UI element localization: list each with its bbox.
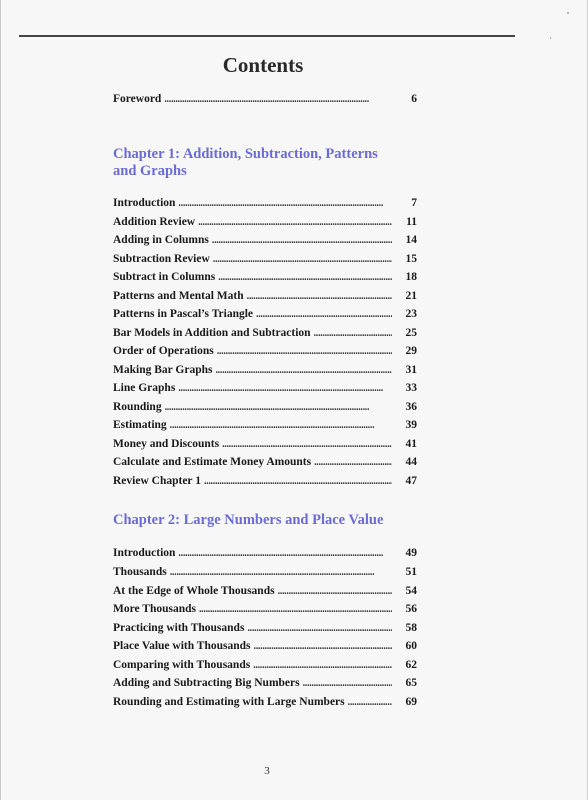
dot-leader xyxy=(178,382,392,394)
toc-entry-page: 47 xyxy=(405,474,417,487)
dot-leader xyxy=(247,290,392,302)
toc-entry-label: Adding and Subtracting Big Numbers xyxy=(113,677,300,689)
toc-entry-page: 6 xyxy=(411,93,417,105)
toc-entry-foreword xyxy=(113,93,417,105)
toc-entry xyxy=(113,603,417,615)
toc-entry-page: 23 xyxy=(405,308,417,320)
dot-leader xyxy=(253,659,392,671)
dot-leader xyxy=(247,622,392,634)
toc-entry xyxy=(113,364,417,376)
dot-leader xyxy=(222,438,392,450)
toc-entry-page: 54 xyxy=(405,584,417,597)
toc-entry xyxy=(113,696,417,708)
toc-entry xyxy=(113,475,417,487)
toc-entry-label: Subtract in Columns xyxy=(113,271,216,283)
toc-entry-label: Review Chapter 1 xyxy=(113,474,201,487)
dot-leader xyxy=(170,419,392,431)
toc-entry xyxy=(113,234,417,246)
toc-entry xyxy=(113,345,417,357)
toc-entry-page: 69 xyxy=(405,695,417,708)
dot-leader xyxy=(303,677,392,689)
toc-entry-page: 58 xyxy=(405,621,417,634)
toc-entry xyxy=(113,401,417,413)
toc-entry xyxy=(113,382,417,394)
toc-entry-page: 41 xyxy=(405,437,417,450)
toc-entry-page: 65 xyxy=(405,677,417,689)
toc-entry-page: 21 xyxy=(405,289,417,302)
toc-entry-page: 39 xyxy=(405,419,417,431)
toc-entry xyxy=(113,271,417,283)
dot-leader xyxy=(256,308,392,320)
toc-entry-label: Patterns in Pascal’s Triangle xyxy=(113,308,254,320)
toc-entry-label: Money and Discounts xyxy=(113,437,220,450)
dot-leader xyxy=(314,456,392,468)
chapter-heading-line: and Graphs xyxy=(113,163,187,179)
toc-entry-page: 7 xyxy=(411,197,417,209)
toc-entry xyxy=(113,327,417,339)
toc-entry-label: Thousands xyxy=(113,566,167,578)
toc-entry xyxy=(113,438,417,450)
toc-entry-page: 36 xyxy=(405,400,417,413)
toc-entry xyxy=(113,456,417,468)
dot-leader xyxy=(213,253,392,265)
chapter-1-heading xyxy=(113,146,413,180)
dot-leader xyxy=(178,197,392,209)
toc-entry-label: Bar Models in Addition and Subtraction xyxy=(113,326,311,339)
toc-entry-label: Addition Review xyxy=(113,215,196,228)
toc-entry-page: 11 xyxy=(406,215,417,228)
toc-entry-page: 15 xyxy=(405,252,417,265)
toc-entry-page: 25 xyxy=(405,326,417,339)
toc-entry-label: More Thousands xyxy=(113,603,196,615)
toc-entry-label: Rounding xyxy=(113,400,162,413)
toc-entry-label: Introduction xyxy=(113,197,176,209)
dot-leader xyxy=(217,345,392,357)
chapter-2-heading xyxy=(113,512,413,529)
toc-entry-page: 33 xyxy=(405,382,417,394)
dot-leader xyxy=(165,401,392,413)
dot-leader xyxy=(164,93,392,105)
toc-entry-label: Estimating xyxy=(113,419,167,431)
scan-speck xyxy=(550,37,551,39)
toc-entry-label: Place Value with Thousands xyxy=(113,640,251,652)
toc-entry-label: Practicing with Thousands xyxy=(113,621,245,634)
toc-entry-page: 14 xyxy=(405,234,417,246)
toc-entry-label: Order of Operations xyxy=(113,345,214,357)
toc-entry-label: Adding in Columns xyxy=(113,234,209,246)
toc-entry xyxy=(113,566,417,578)
toc-entry-page: 60 xyxy=(405,640,417,652)
toc-entry xyxy=(113,290,417,302)
toc-entry xyxy=(113,253,417,265)
toc-entry-label: Making Bar Graphs xyxy=(113,363,213,376)
toc-entry xyxy=(113,547,417,559)
toc-entry-label: Calculate and Estimate Money Amounts xyxy=(113,456,312,468)
toc-entry xyxy=(113,308,417,320)
dot-leader xyxy=(348,696,392,708)
toc-entry-label: Foreword xyxy=(113,93,162,105)
dot-leader xyxy=(314,327,392,339)
page-title: Contents xyxy=(222,53,304,77)
toc-entry xyxy=(113,419,417,431)
dot-leader xyxy=(198,216,392,228)
toc-entry-label: Line Graphs xyxy=(113,382,176,394)
toc-entry xyxy=(113,640,417,652)
dot-leader xyxy=(199,603,392,615)
dot-leader xyxy=(215,364,392,376)
toc-entry-label: Subtraction Review xyxy=(113,252,210,265)
toc-entry-page: 56 xyxy=(405,603,417,615)
toc-entry xyxy=(113,197,417,209)
toc-entry-label: At the Edge of Whole Thousands xyxy=(113,584,275,597)
chapter-heading-line: Chapter 1: Addition, Subtraction, Patterns xyxy=(113,146,378,162)
toc-entry-page: 18 xyxy=(405,271,417,283)
toc-entry xyxy=(113,677,417,689)
toc-entry-label: Introduction xyxy=(113,547,176,559)
toc-entry xyxy=(113,216,417,228)
dot-leader xyxy=(170,566,392,578)
toc-entry-label: Comparing with Thousands xyxy=(113,658,251,671)
toc-entry-page: 62 xyxy=(405,658,417,671)
toc-entry-page: 31 xyxy=(405,363,417,376)
toc-entry xyxy=(113,659,417,671)
top-rule xyxy=(19,35,515,37)
toc-entry-page: 49 xyxy=(405,547,417,559)
page-number: 3 xyxy=(264,765,270,777)
toc-entry-label: Patterns and Mental Math xyxy=(113,289,244,302)
toc-entry xyxy=(113,585,417,597)
toc-entry-page: 29 xyxy=(405,345,417,357)
toc-entry-label: Rounding and Estimating with Large Numbers xyxy=(113,695,345,708)
dot-leader xyxy=(278,585,392,597)
toc-entry-page: 44 xyxy=(405,456,417,468)
toc-entry-page: 51 xyxy=(405,566,417,578)
dot-leader xyxy=(204,475,392,487)
dot-leader xyxy=(254,640,392,652)
dot-leader xyxy=(218,271,392,283)
chapter-heading-line: Chapter 2: Large Numbers and Place Value xyxy=(113,512,384,528)
dot-leader xyxy=(212,234,392,246)
scan-speck xyxy=(567,12,569,14)
toc-entry xyxy=(113,622,417,634)
dot-leader xyxy=(178,547,392,559)
